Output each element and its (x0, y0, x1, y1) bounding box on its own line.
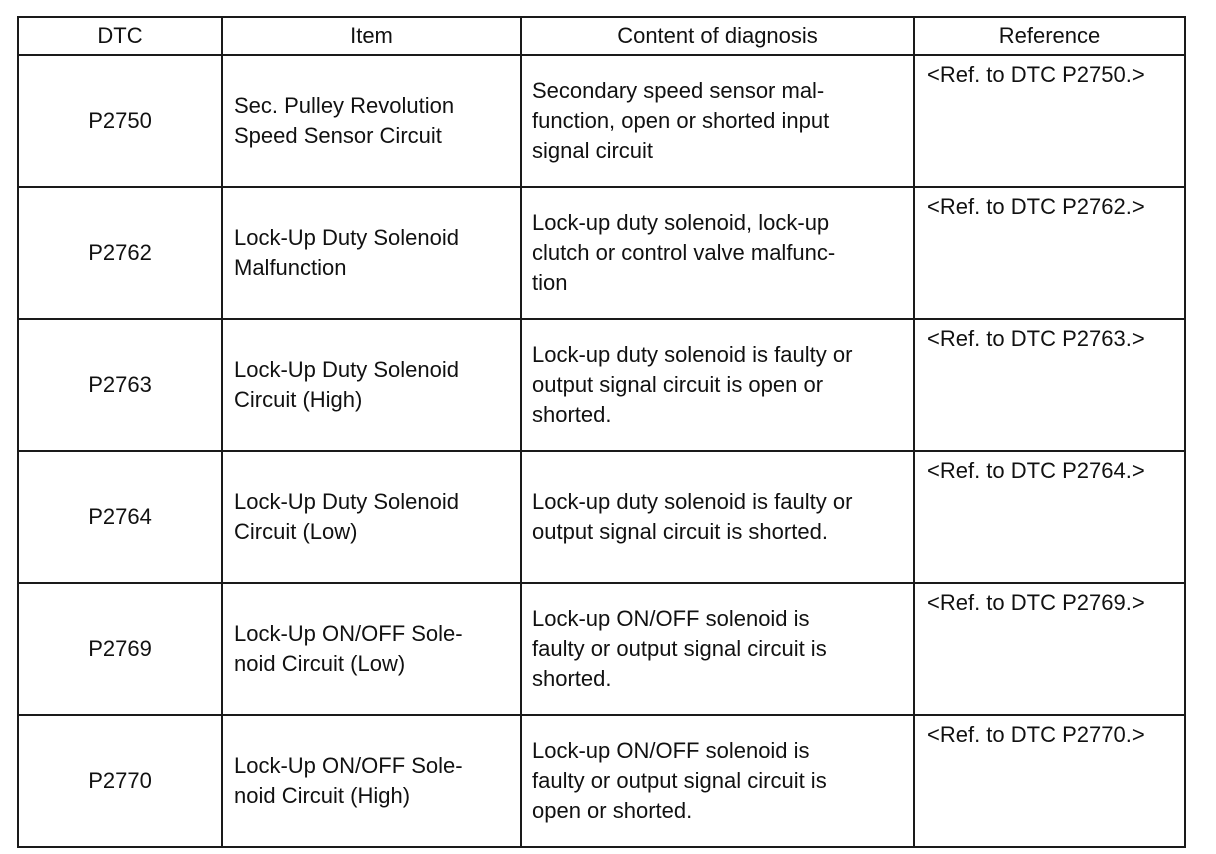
content-cell (521, 55, 914, 187)
content-cell (521, 187, 914, 319)
content-line: output signal circuit is open or (532, 372, 824, 397)
reference-link[interactable]: <Ref. to DTC P2770.> (914, 715, 1185, 847)
table-row (18, 715, 1185, 847)
item-line: Circuit (High) (234, 387, 363, 412)
header-item: Item (222, 17, 521, 55)
header-dtc: DTC (18, 17, 222, 55)
content-line: function, open or shorted input (532, 108, 830, 133)
reference-link[interactable]: <Ref. to DTC P2764.> (914, 451, 1185, 583)
item-cell (222, 451, 521, 583)
dtc-code: P2750 (18, 55, 222, 187)
dtc-code: P2769 (18, 583, 222, 715)
content-line: faulty or output signal circuit is (532, 636, 827, 661)
dtc-code: P2764 (18, 451, 222, 583)
item-cell (222, 583, 521, 715)
item-line: Circuit (Low) (234, 519, 358, 544)
dtc-code: P2763 (18, 319, 222, 451)
content-line: Lock-up duty solenoid is faulty or (532, 489, 853, 514)
table-row (18, 451, 1185, 583)
reference-link[interactable]: <Ref. to DTC P2762.> (914, 187, 1185, 319)
reference-link[interactable]: <Ref. to DTC P2750.> (914, 55, 1185, 187)
item-line: Lock-Up Duty Solenoid (234, 357, 460, 382)
item-line: noid Circuit (Low) (234, 651, 406, 676)
header-row (18, 17, 1185, 55)
content-line: output signal circuit is shorted. (532, 519, 828, 544)
item-line: Lock-Up Duty Solenoid (234, 225, 460, 250)
content-line: clutch or control valve malfunc- (532, 240, 836, 265)
item-line: Malfunction (234, 255, 347, 280)
header-reference: Reference (914, 17, 1185, 55)
content-line: Lock-up ON/OFF solenoid is (532, 738, 810, 763)
content-line: signal circuit (532, 138, 654, 163)
table-body (18, 55, 1185, 847)
table-row (18, 319, 1185, 451)
dtc-code: P2770 (18, 715, 222, 847)
content-line: Secondary speed sensor mal- (532, 78, 825, 103)
item-line: Sec. Pulley Revolution (234, 93, 455, 118)
item-cell (222, 715, 521, 847)
content-line: shorted. (532, 402, 612, 427)
content-line: open or shorted. (532, 798, 693, 823)
item-cell (222, 55, 521, 187)
table-header (18, 17, 1185, 55)
content-cell (521, 319, 914, 451)
item-line: Lock-Up ON/OFF Sole- (234, 621, 463, 646)
item-line: noid Circuit (High) (234, 783, 411, 808)
item-cell (222, 187, 521, 319)
table-row (18, 55, 1185, 187)
table-row (18, 583, 1185, 715)
content-line: Lock-up ON/OFF solenoid is (532, 606, 810, 631)
content-line: Lock-up duty solenoid, lock-up (532, 210, 830, 235)
content-line: faulty or output signal circuit is (532, 768, 827, 793)
dtc-code: P2762 (18, 187, 222, 319)
content-cell (521, 583, 914, 715)
reference-link[interactable]: <Ref. to DTC P2769.> (914, 583, 1185, 715)
content-cell (521, 715, 914, 847)
item-line: Lock-Up ON/OFF Sole- (234, 753, 463, 778)
content-cell (521, 451, 914, 583)
item-cell (222, 319, 521, 451)
table-row (18, 187, 1185, 319)
item-line: Lock-Up Duty Solenoid (234, 489, 460, 514)
reference-link[interactable]: <Ref. to DTC P2763.> (914, 319, 1185, 451)
content-line: shorted. (532, 666, 612, 691)
item-line: Speed Sensor Circuit (234, 123, 442, 148)
dtc-table (17, 16, 1186, 848)
header-content: Content of diagnosis (521, 17, 914, 55)
content-line: tion (532, 270, 568, 295)
content-line: Lock-up duty solenoid is faulty or (532, 342, 853, 367)
